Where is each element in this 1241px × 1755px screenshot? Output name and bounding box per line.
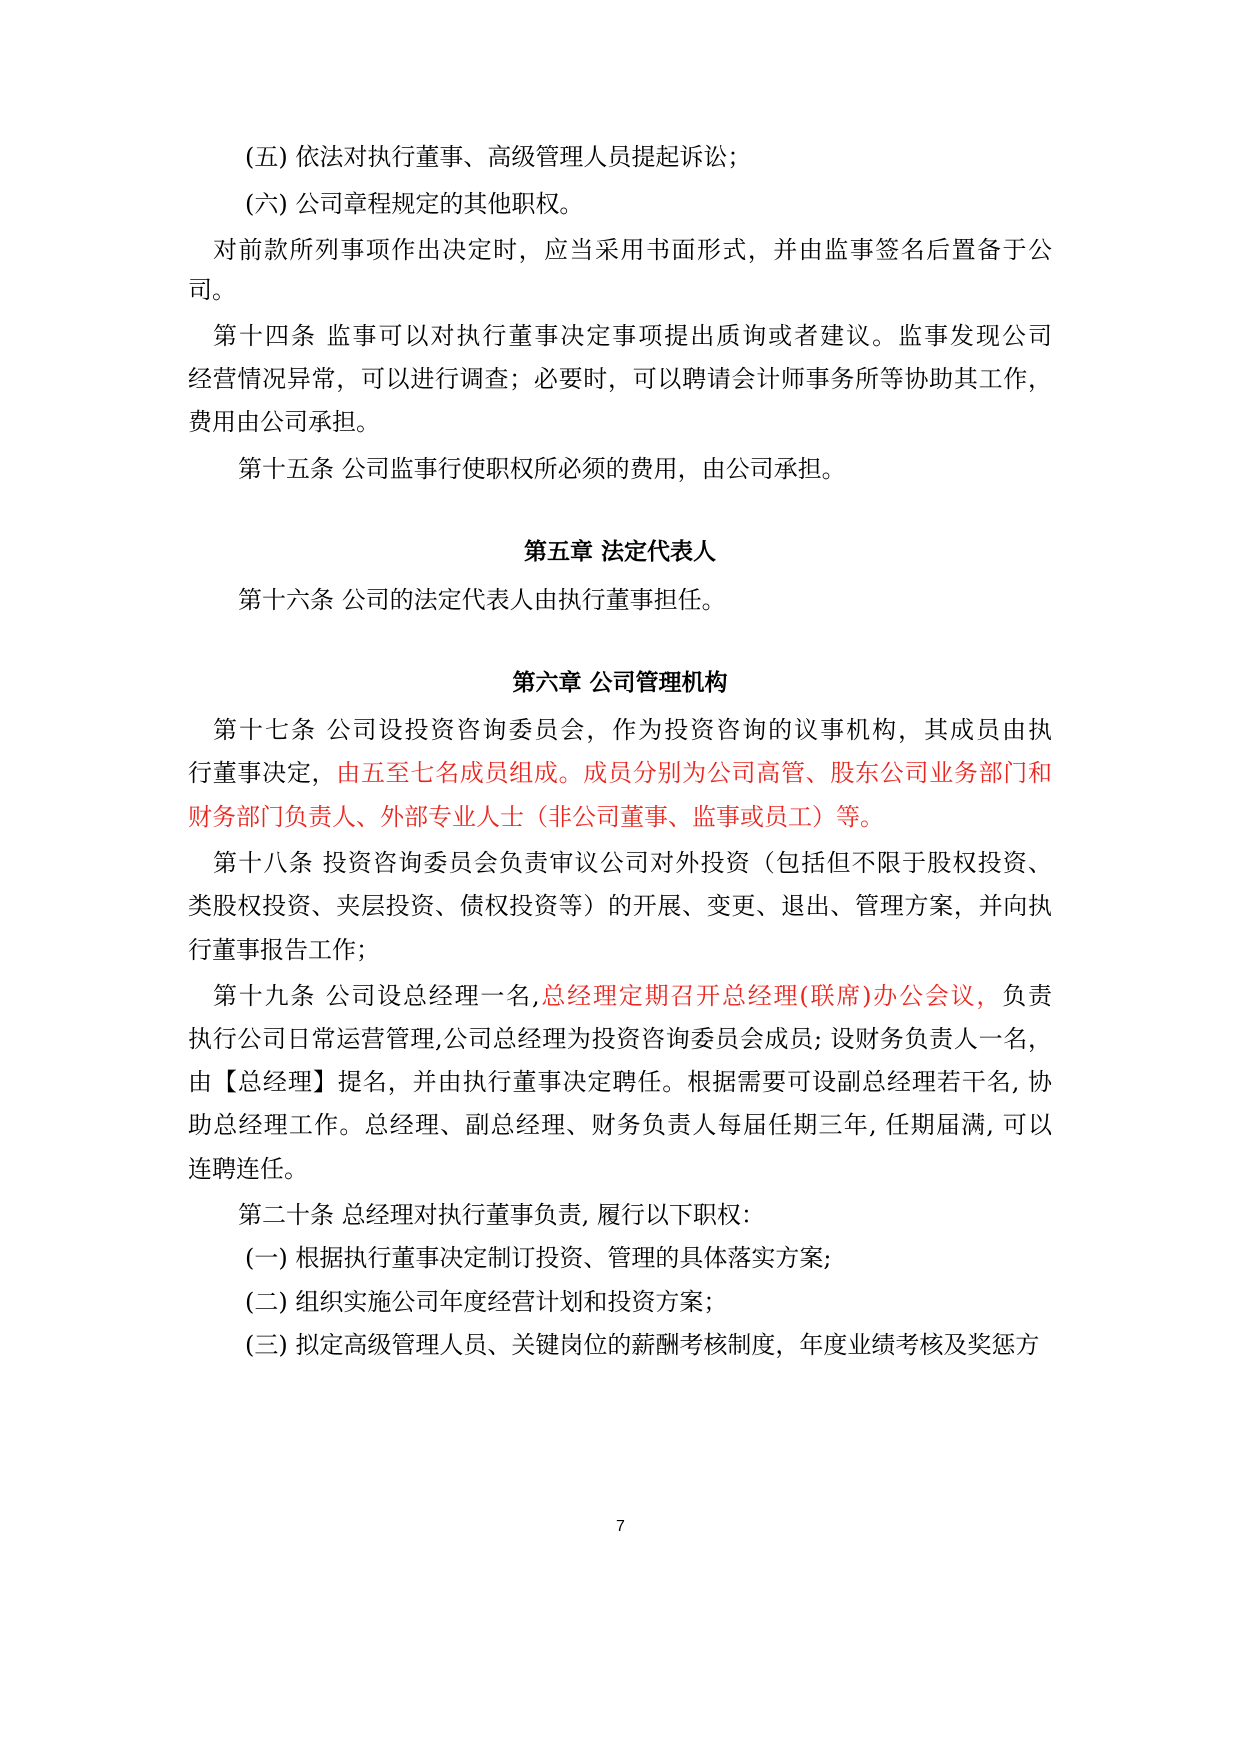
article-19-line (213, 976, 1052, 1016)
article-19-line: 助总经理工作。总经理、副总经理、财务负责人每届任期三年, 任期届满, 可以 (188, 1111, 1052, 1139)
clause-item-2: (二) 组织实施公司年度经营计划和投资方案； (245, 1288, 728, 1316)
article-19-text: 负责 (1002, 982, 1052, 1010)
article-14-line: 费用由公司承担。 (188, 408, 380, 436)
article-17-line (188, 753, 1052, 793)
clause-item-5: (五) 依法对执行董事、高级管理人员提起诉讼； (245, 143, 752, 171)
article-14-line: 经营情况异常，可以进行调查；必要时，可以聘请会计师事务所等协助其工作， (188, 365, 1052, 393)
page-number: 7 (616, 1518, 625, 1535)
clause-item-3: (三) 拟定高级管理人员、关键岗位的薪酬考核制度，年度业绩考核及奖惩方 (245, 1331, 1040, 1359)
article-14-line: 第十四条 监事可以对执行董事决定事项提出质询或者建议。监事发现公司 (213, 322, 1052, 350)
article-19-line: 执行公司日常运营管理,公司总经理为投资咨询委员会成员; 设财务负责人一名， (188, 1025, 1052, 1053)
chapter-5-heading: 第五章 法定代表人 (523, 539, 716, 565)
paragraph-line: 对前款所列事项作出决定时，应当采用书面形式，并由监事签名后置备于公 (213, 236, 1052, 264)
article-17-text: 行董事决定， (188, 759, 337, 787)
highlighted-line: 财务部门负责人、外部专业人士（非公司董事、监事或员工）等。 (188, 803, 884, 831)
article-18-line: 类股权投资、夹层投资、债权投资等）的开展、变更、退出、管理方案，并向执 (188, 892, 1052, 920)
article-19-text: 第十九条 公司设总经理一名, (213, 982, 540, 1010)
highlighted-text: 由五至七名成员组成。成员分别为公司高管、股东公司业务部门和 (336, 759, 1053, 787)
paragraph-line: 司。 (188, 276, 236, 304)
chapter-6-heading: 第六章 公司管理机构 (512, 670, 728, 696)
article-16-line: 第十六条 公司的法定代表人由执行董事担任。 (238, 586, 726, 614)
clause-item-6: (六) 公司章程规定的其他职权。 (245, 190, 584, 218)
article-18-line: 行董事报告工作； (188, 936, 380, 964)
article-19-line: 连聘连任。 (188, 1155, 308, 1183)
article-15-line: 第十五条 公司监事行使职权所必须的费用，由公司承担。 (238, 455, 846, 483)
highlighted-text: 总经理定期召开总经理(联席)办公会议， (539, 982, 1003, 1010)
article-18-line: 第十八条 投资咨询委员会负责审议公司对外投资（包括但不限于股权投资、 (213, 849, 1052, 877)
article-20-line: 第二十条 总经理对执行董事负责, 履行以下职权： (238, 1201, 765, 1229)
article-19-line: 由【总经理】提名，并由执行董事决定聘任。根据需要可设副总经理若干名, 协 (188, 1068, 1052, 1096)
article-17-line: 第十七条 公司设投资咨询委员会，作为投资咨询的议事机构，其成员由执 (213, 716, 1052, 744)
clause-item-1: (一) 根据执行董事决定制订投资、管理的具体落实方案; (245, 1244, 832, 1272)
